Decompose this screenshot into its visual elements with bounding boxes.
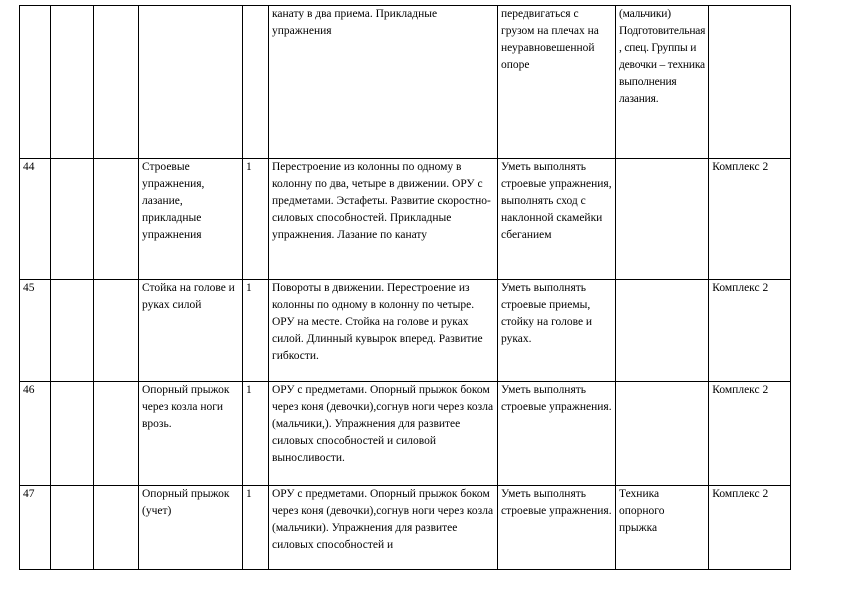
hours-cell [243,6,269,159]
table-row [20,382,791,486]
homework-cell: Комплекс 2 [709,486,791,570]
empty-cell [94,6,139,159]
hours-cell: 1 [243,382,269,486]
lesson-number-cell: 44 [20,159,51,280]
homework-cell: Комплекс 2 [709,280,791,382]
control-cell [616,382,709,486]
lesson-topic-cell [139,6,243,159]
empty-cell [51,486,94,570]
hours-cell: 1 [243,486,269,570]
empty-cell [94,382,139,486]
lesson-number-cell [20,6,51,159]
lesson-topic-cell: Опорный прыжок через козла ноги врозь. [139,382,243,486]
empty-cell [51,382,94,486]
lesson-topic-cell: Опорный прыжок (учет) [139,486,243,570]
homework-cell [709,6,791,159]
requirements-cell: Уметь выполнять строевые упражнения. [498,382,616,486]
table-row [20,159,791,280]
empty-cell [94,280,139,382]
empty-cell [94,486,139,570]
table-row [20,6,791,159]
control-cell [616,280,709,382]
lesson-topic-cell: Строевые упражнения, лазание, прикладные упражнения [139,159,243,280]
empty-cell [51,280,94,382]
table-row [20,280,791,382]
control-cell [616,159,709,280]
lesson-content-cell: Перестроение из колонны по одному в колонну по два, четыре в движении. ОРУ с предметами. Эстафеты. Развитие скоростно-силовых способностей. Прикладные упражнения. Лазание по канату [269,159,498,280]
lesson-topic-cell: Стойка на голове и руках силой [139,280,243,382]
control-cell: (мальчики) Подготовительная , спец. Группы и девочки – техника выполнения лазания. [616,6,709,159]
lesson-number-cell: 45 [20,280,51,382]
control-cell: Техника опорного прыжка [616,486,709,570]
homework-cell: Комплекс 2 [709,159,791,280]
lesson-number-cell: 47 [20,486,51,570]
empty-cell [94,159,139,280]
empty-cell [51,159,94,280]
hours-cell: 1 [243,159,269,280]
lesson-content-cell: Повороты в движении. Перестроение из колонны по одному в колонну по четыре. ОРУ на месте. Стойка на голове и руках силой. Длинный кувырок вперед. Развитие гибкости. [269,280,498,382]
lesson-content-cell: ОРУ с предметами. Опорный прыжок боком через коня (девочки),согнув ноги через козла (мальчики,). Упражнения для развитее силовых способностей и силовой выносливости. [269,382,498,486]
lesson-content-cell: ОРУ с предметами. Опорный прыжок боком через коня (девочки),согнув ноги через козла (мальчики). Упражнения для развитее силовых способностей и [269,486,498,570]
hours-cell: 1 [243,280,269,382]
lesson-plan-table [19,5,791,570]
lesson-number-cell: 46 [20,382,51,486]
homework-cell: Комплекс 2 [709,382,791,486]
requirements-cell: передвигаться с грузом на плечах на неуравновешенной опоре [498,6,616,159]
lesson-content-cell: канату в два приема. Прикладные упражнения [269,6,498,159]
table-row [20,486,791,570]
requirements-cell: Уметь выполнять строевые приемы, стойку на голове и руках. [498,280,616,382]
empty-cell [51,6,94,159]
requirements-cell: Уметь выполнять строевые упражнения. [498,486,616,570]
requirements-cell: Уметь выполнять строевые упражнения, выполнять сход с наклонной скамейки сбеганием [498,159,616,280]
